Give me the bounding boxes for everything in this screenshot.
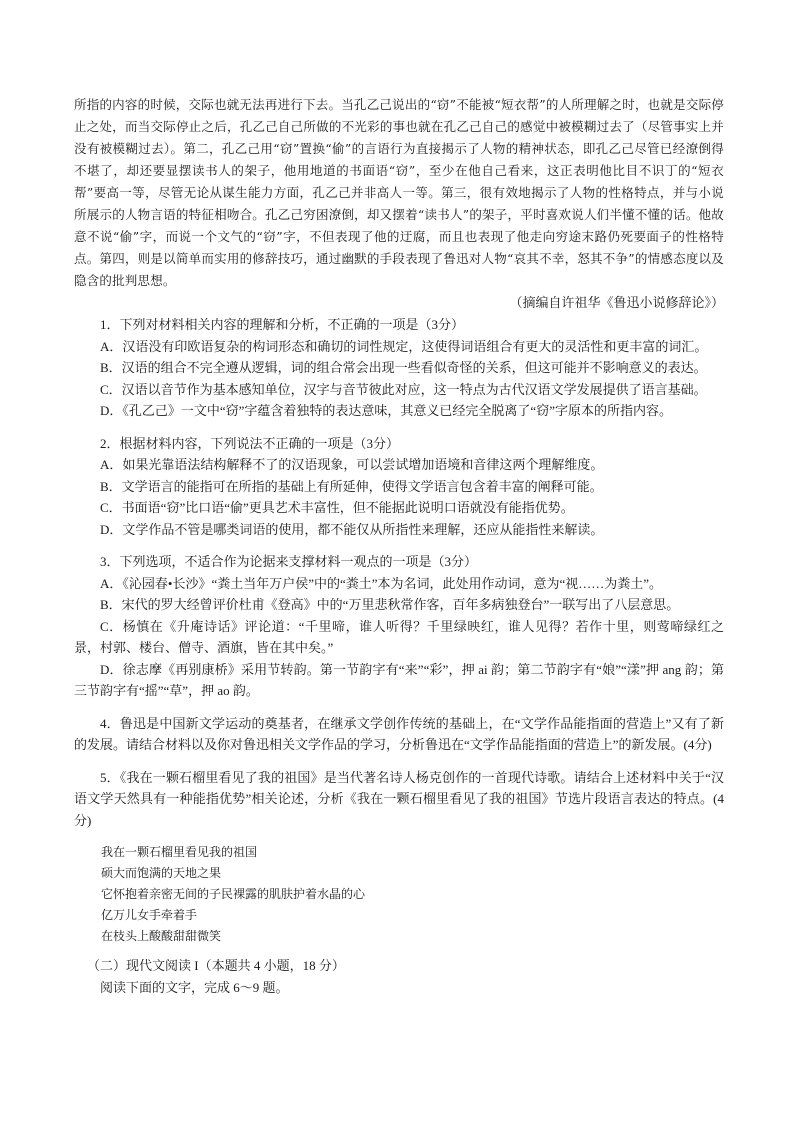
option-a: A．《沁园春•长沙》“粪土当年万户侯”中的“粪土”本为名词，此处用作动词，意为“视……为粪土”。 <box>100 575 663 591</box>
question-5 <box>74 767 724 832</box>
option-d: D．徐志摩《再别康桥》采用节转韵。第一节韵字有“来”“彩”，押 ai 韵；第二节韵字有“娘”“漾”押 ang 韵；第三节韵字有“摇”“草”，押 ao 韵。 <box>74 661 724 698</box>
question-stem: 3．下列选项，不适合作为论据来支撑材料一观点的一项是（3分） <box>100 554 478 569</box>
passage-paragraph: 所指的内容的时候，交际也就无法再进行下去。当孔乙己说出的“窃”不能被“短衣帮”的人所理解之时，也就是交际停止之处，而当交际停止之后，孔乙己自己所做的不光彩的事也就在孔乙己自己的感觉中被模糊过去了（尽管事实上并没有被模糊过去）。第二，孔乙己用“窃”置换“偷”的言语行为直接揭示了人物的精神状态，即孔乙己尽管已经潦倒得不堪了，却还要显摆读书人的架子，他用地道的书面语“窃”，至少在他自己看来，这正表明他比目不识丁的“短衣帮”要高一等，尽管无论从谋生能力方面，孔乙己并非高人一等。第三，很有效地揭示了人物的性格特点，并与小说所展示的人物言语的特征相吻合。孔乙己穷困潦倒，却又摆着“读书人”的架子，平时喜欢说人们半懂不懂的话。他故意不说“偷”字，而说一个文气的“窃”字，不但表现了他的迂腐，而且也表现了他走向穷途末路仍死要面子的性格特点。第四，则是以简单而实用的修辞技巧，通过幽默的手段表现了鲁迅对人物“哀其不幸，怒其不争”的情感态度以及隐含的批判思想。 <box>74 97 724 288</box>
question-stem: 2．根据材料内容，下列说法不正确的一项是（3分） <box>100 435 400 451</box>
poem-line: 硕大而饱满的天地之果 <box>101 866 222 880</box>
option-a: A．如果光靠语法结构解释不了的汉语现象，可以尝试增加语境和音律这两个理解维度。 <box>100 457 604 472</box>
exam-page <box>74 94 724 998</box>
source-attribution: （摘编自许祖华《鲁迅小说修辞论》） <box>509 295 724 310</box>
question-3 <box>74 551 724 702</box>
option-d: D．文学作品不管是哪类词语的使用，都不能仅从所指性来理解，还应从能指性来解读。 <box>100 521 604 537</box>
question-1 <box>74 314 724 422</box>
option-d: D．《孔乙己》一文中“窃”字蕴含着独特的表达意味，其意义已经完全脱离了“窃”字原本的所指内容。 <box>100 403 672 418</box>
option-c: C．书面语“窃”比口语“偷”更具艺术丰富性，但不能据此说明口语就没有能指优势。 <box>100 500 574 515</box>
poem-line: 在枝头上酸酸甜甜微笑 <box>101 929 222 943</box>
option-a: A．汉语没有印欧语复杂的构词形态和确切的词性规定，这使得词语组合有更大的灵活性和更丰富的词汇。 <box>100 338 708 354</box>
question-4 <box>74 713 724 756</box>
option-c: C．汉语以音节作为基本感知单位，汉字与音节彼此对应，这一特点为古代汉语文学发展提供了语言基础。 <box>100 381 707 397</box>
question-stem: 1．下列对材料相关内容的理解和分析，不正确的一项是（3分） <box>100 317 465 332</box>
option-b: B．文学语言的能指可在所指的基础上有所延伸，使得文学语言包含着丰富的阐释可能。 <box>100 478 603 494</box>
option-c: C．杨慎在《升庵诗话》评论道：“千里啼，谁人听得？千里绿映红，谁人见得？若作十里，则莺啼绿红之景，村郭、楼台、僧寺、酒旗，皆在其中矣。” <box>74 618 724 655</box>
option-b: B．汉语的组合不完全遵从逻辑，词的组合常会出现一些看似奇怪的关系，但这可能并不影响意义的表达。 <box>100 360 707 375</box>
question-stem: 4．鲁迅是中国新文学运动的奠基者，在继承文学创作传统的基础上，在“文学作品能指面的营造上”又有了新的发展。请结合材料以及你对鲁迅相关文学作品的学习，分析鲁迅在“文学作品能指面的营造上”的新发展。(4分) <box>74 715 724 752</box>
poem-line: 它怀抱着亲密无间的子民裸露的肌肤护着水晶的心 <box>101 887 366 901</box>
question-stem: 5．《我在一颗石榴里看见了我的祖国》是当代著名诗人杨克创作的一首现代诗歌。请结合上述材料中关于“汉语文学天然具有一种能指优势”相关论述，分析《我在一颗石榴里看见了我的祖国》节选片段语言表达的特点。(4分) <box>74 769 724 828</box>
poem-excerpt <box>74 842 724 947</box>
poem-line: 亿万儿女手牵着手 <box>101 908 198 922</box>
section-instruction: 阅读下面的文字，完成 6～9 题。 <box>100 979 289 995</box>
section-2 <box>74 955 724 998</box>
question-2 <box>74 433 724 541</box>
poem-line: 我在一颗石榴里看见我的祖国 <box>101 845 258 859</box>
option-b: B．宋代的罗大经曾评价杜甫《登高》中的“万里悲秋常作客，百年多病独登台”一联写出了八层意思。 <box>100 597 680 612</box>
section-heading: （二）现代文阅读 I（本题共 4 小题，18 分） <box>87 958 345 973</box>
